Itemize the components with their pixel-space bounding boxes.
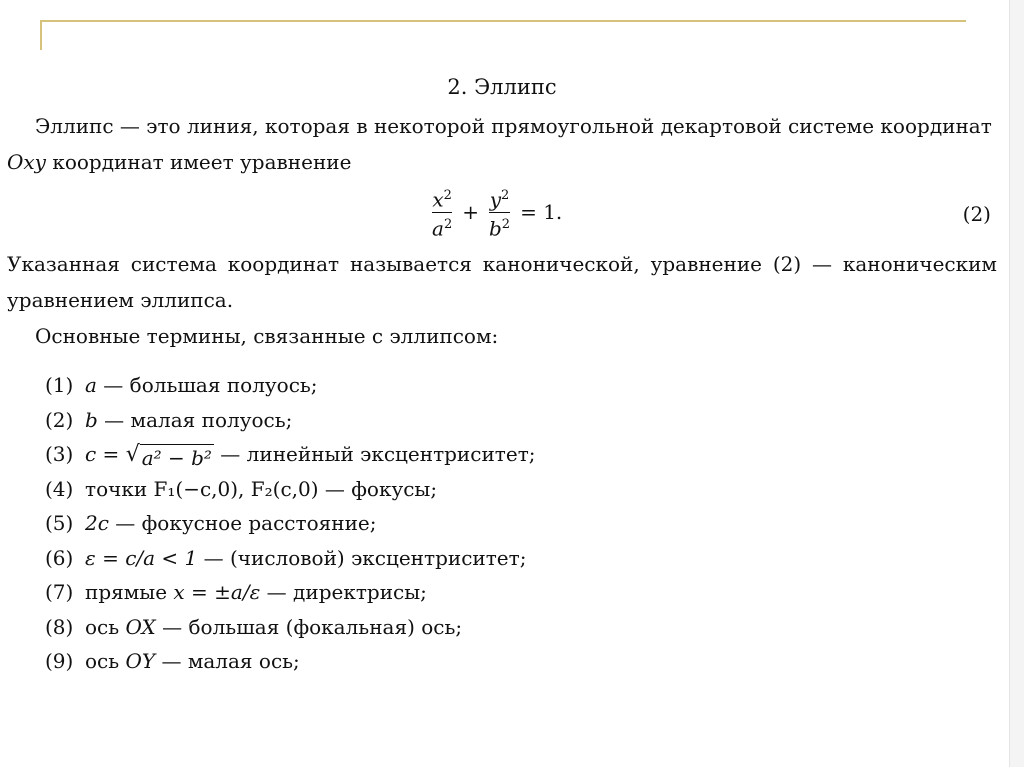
term-text: — фокусное расстояние; xyxy=(108,511,377,535)
b-power: 2 xyxy=(501,217,511,233)
term-index: (2) xyxy=(45,407,74,432)
term-index: (3) xyxy=(45,442,74,466)
fraction-x-over-a xyxy=(432,184,452,241)
intro-line-1: Эллипс — это линия, которая в некоторой прямоугольной декартовой системе координат xyxy=(35,114,992,138)
term-index: (4) xyxy=(45,476,74,501)
term-text: — малая ось; xyxy=(155,649,300,673)
term-text: — (числовой) эксцентриситет; xyxy=(197,545,527,570)
intro-line-2 xyxy=(7,144,997,180)
term-index: (8) xyxy=(45,614,74,639)
term-math: b xyxy=(85,407,98,432)
scrollbar-track[interactable] xyxy=(1009,0,1024,767)
section-title: 2. Эллипс xyxy=(447,75,557,99)
equation-number: (2) xyxy=(962,202,991,226)
list-item xyxy=(45,437,997,472)
term-index: (7) xyxy=(45,580,74,604)
y-variable: y xyxy=(489,187,502,212)
x-power: 2 xyxy=(443,188,452,203)
list-item xyxy=(45,610,997,645)
square-root: √ a² − b² xyxy=(125,442,212,470)
intro-line-2-text: координат имеет уравнение xyxy=(45,150,352,174)
x-variable: x xyxy=(432,187,444,212)
list-item xyxy=(45,575,997,610)
term-prefix: ось xyxy=(85,614,126,639)
term-math: a xyxy=(85,373,97,397)
term-index: (6) xyxy=(45,545,74,570)
list-item xyxy=(45,403,997,438)
slide-frame-top-line xyxy=(40,20,966,22)
coordinate-system-name: Oxy xyxy=(7,150,46,174)
term-prefix: ось xyxy=(85,649,126,673)
canonical-description: Указанная система координат называется канонической, уравнение (2) — каноническим уравнением эллипса. xyxy=(7,252,997,312)
term-text: точки F₁(−c,0), F₂(c,0) — фокусы; xyxy=(85,476,438,501)
terms-heading: Основные термины, связанные с эллипсом: xyxy=(35,324,499,348)
radicand: a² − b² xyxy=(141,446,212,470)
term-index: (9) xyxy=(45,649,74,673)
term-math: c = xyxy=(85,442,126,466)
term-math: 2c xyxy=(85,511,109,535)
canonical-equation-row xyxy=(7,182,997,244)
list-item xyxy=(45,506,997,541)
term-math: OY xyxy=(125,649,156,673)
slide-frame-left-line xyxy=(40,20,42,50)
term-text: — большая полуось; xyxy=(96,373,318,397)
term-text: — директрисы; xyxy=(260,580,427,604)
list-item xyxy=(45,368,997,403)
terms-list xyxy=(45,368,997,679)
b-variable: b xyxy=(488,216,502,241)
term-index: (5) xyxy=(45,511,74,535)
term-text: — малая полуось; xyxy=(97,407,293,432)
term-index: (1) xyxy=(45,373,74,397)
term-text: — большая (фокальная) ось; xyxy=(155,614,463,639)
list-item xyxy=(45,472,997,507)
term-prefix: прямые xyxy=(85,580,174,604)
y-power: 2 xyxy=(501,188,510,203)
equals-one: = 1. xyxy=(520,200,563,225)
list-item xyxy=(45,541,997,576)
term-math: ε = c/a < 1 xyxy=(85,545,198,570)
term-math: OX xyxy=(125,614,156,639)
plus-sign: + xyxy=(462,200,479,225)
canonical-equation xyxy=(430,184,570,241)
list-item xyxy=(45,644,997,679)
term-text: — линейный эксцентриситет; xyxy=(213,442,536,466)
a-power: 2 xyxy=(443,217,453,233)
a-variable: a xyxy=(432,216,444,241)
document-page xyxy=(7,72,997,679)
term-math: x = ±a/ε xyxy=(173,580,261,604)
fraction-y-over-b xyxy=(489,184,510,241)
